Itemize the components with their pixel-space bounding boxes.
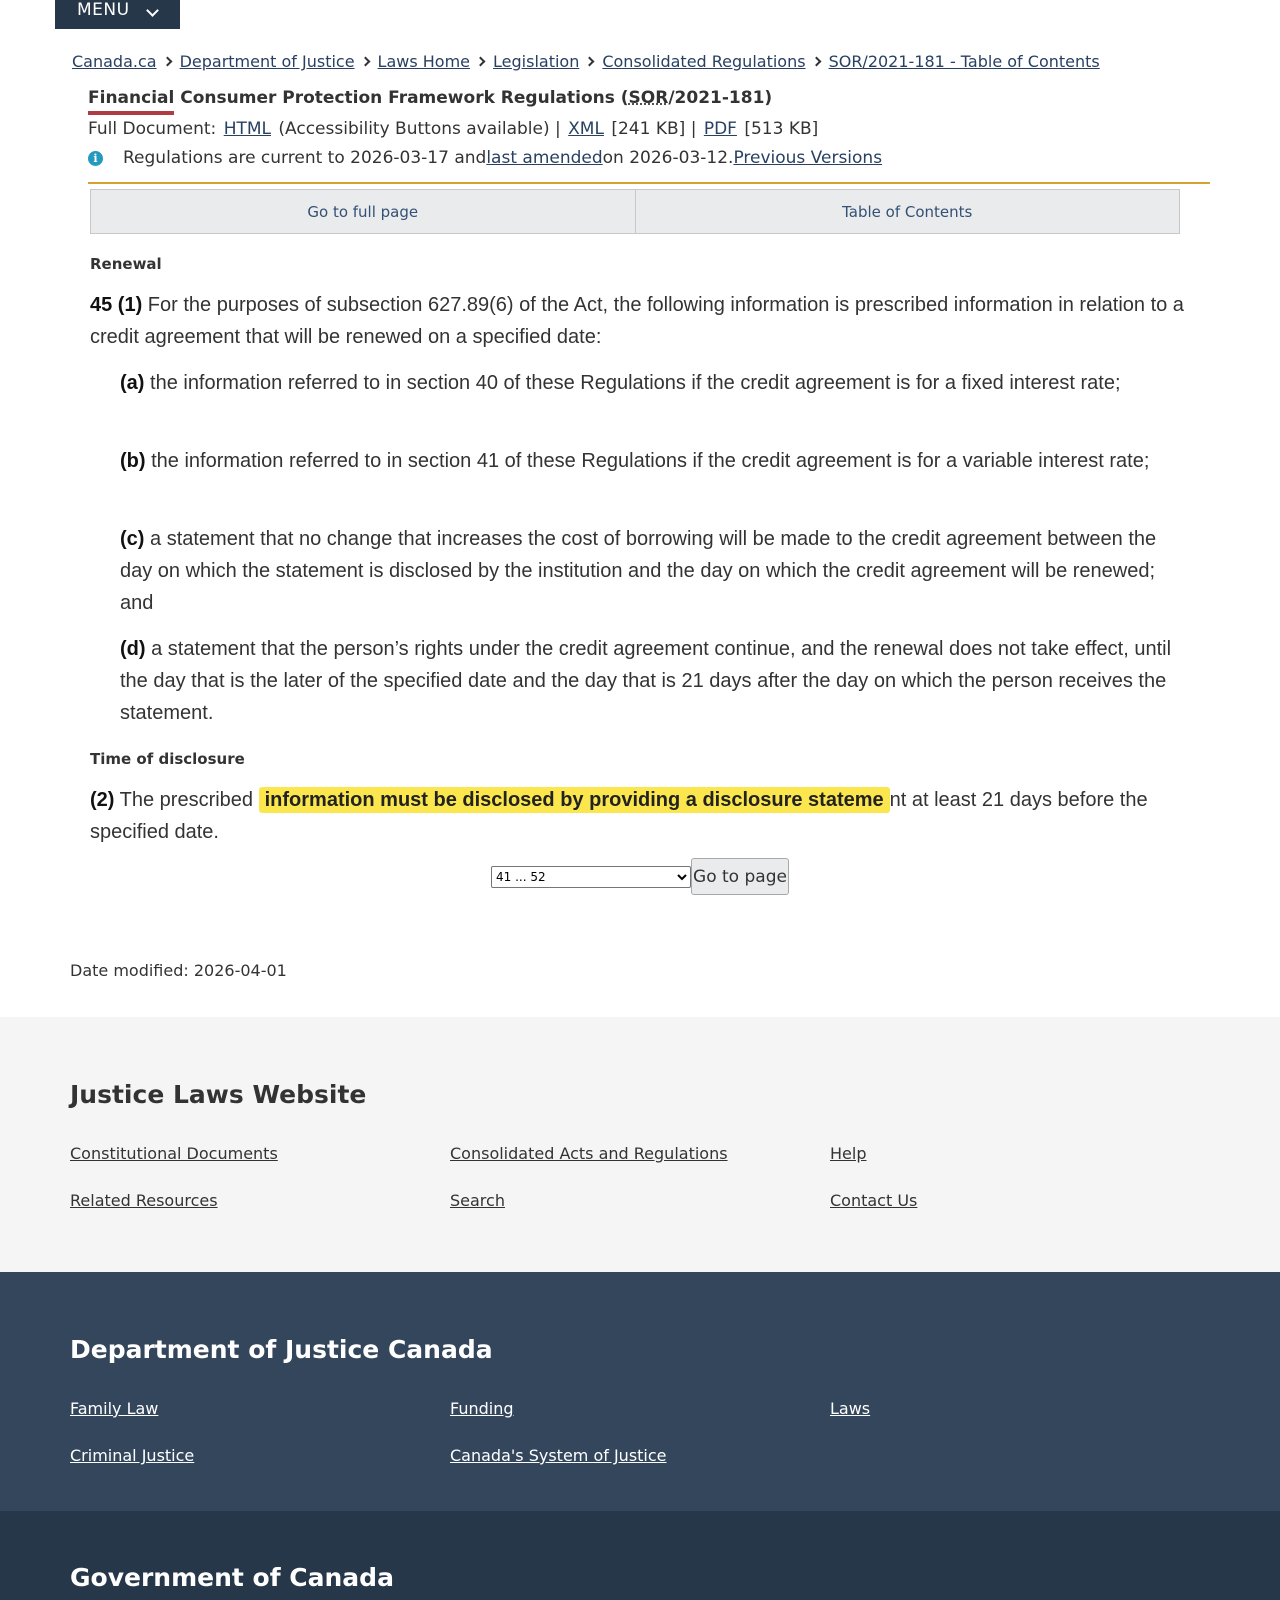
subsection-label: (2) — [90, 789, 115, 811]
footer-link-search[interactable]: Search — [450, 1191, 505, 1210]
section-number: 45 (1) — [90, 294, 143, 316]
date-modified: Date modified: 2026-04-01 — [70, 961, 287, 980]
footer-link-constitutional-documents[interactable]: Constitutional Documents — [70, 1144, 278, 1163]
paragraph-d — [120, 633, 1200, 729]
page-selector — [491, 858, 789, 895]
section-45-1 — [90, 289, 1210, 353]
paragraph-label: (a) — [120, 372, 145, 394]
xml-size: [241 KB] | — [605, 119, 702, 139]
breadcrumb-consolidated-regulations[interactable]: Consolidated Regulations — [602, 52, 806, 71]
html-note: (Accessibility Buttons available) | — [273, 119, 567, 139]
footer-department — [0, 1272, 1280, 1511]
pdf-link[interactable]: PDF — [703, 119, 737, 139]
table-of-contents-button[interactable]: Table of Contents — [636, 189, 1181, 234]
go-to-page-button[interactable]: Go to page — [691, 858, 789, 895]
subsection-text-start: The prescribed — [114, 789, 259, 811]
paragraph-c — [120, 523, 1160, 619]
menu-button[interactable] — [55, 0, 180, 29]
current-mid: on 2026-03-12. — [602, 148, 734, 168]
footer-link-funding[interactable]: Funding — [450, 1399, 514, 1418]
nav-button-row — [90, 189, 1180, 234]
highlighted-text: information must be disclosed by providing a disclosure stateme — [259, 787, 890, 813]
footer-link-family-law[interactable]: Family Law — [70, 1399, 159, 1418]
section-45-2 — [90, 784, 1210, 848]
menu-label: MENU — [77, 0, 130, 20]
title-end: /2021-181) — [668, 88, 773, 108]
paragraph-label: (d) — [120, 638, 146, 660]
title-abbr: SOR — [628, 88, 669, 108]
footer-justice-laws — [0, 1017, 1280, 1272]
paragraph-text: the information referred to in section 40 of these Regulations if the credit agreement is for a fixed interest rate; — [144, 372, 1121, 394]
html-link[interactable]: HTML — [223, 119, 271, 139]
pdf-size: [513 KB] — [738, 119, 819, 139]
chevron-right-icon — [476, 57, 486, 67]
footer-title: Government of Canada — [70, 1563, 394, 1592]
chevron-right-icon — [811, 57, 821, 67]
last-amended-link[interactable]: last amended — [486, 148, 603, 168]
full-doc-label: Full Document: — [88, 119, 222, 139]
chevron-right-icon — [360, 57, 370, 67]
footer-title: Department of Justice Canada — [70, 1335, 493, 1364]
breadcrumb-laws-home[interactable]: Laws Home — [377, 52, 471, 71]
divider — [88, 182, 1210, 184]
page-select[interactable] — [491, 866, 691, 888]
breadcrumb — [72, 52, 1100, 71]
paragraph-text: a statement that the person’s rights under the credit agreement continue, and the renewal does not take effect, until the day that is the later of the specified date and the day that is 21 days after the day on which the person receives the statement. — [120, 638, 1172, 724]
breadcrumb-toc[interactable]: SOR/2021-181 - Table of Contents — [828, 52, 1100, 71]
footer-government — [0, 1511, 1280, 1600]
subsection-text-end: nt at least 21 days before the specified date. — [90, 789, 1148, 843]
footer-link-consolidated-acts[interactable]: Consolidated Acts and Regulations — [450, 1144, 728, 1163]
go-to-full-page-button[interactable]: Go to full page — [90, 189, 636, 234]
heading-renewal: Renewal — [90, 255, 162, 273]
paragraph-a — [120, 367, 1195, 399]
footer-title: Justice Laws Website — [70, 1080, 367, 1109]
footer-link-related-resources[interactable]: Related Resources — [70, 1191, 218, 1210]
section-text: For the purposes of subsection 627.89(6) of the Act, the following information is prescribed information in relation to a credit agreement that will be renewed on a specified date: — [90, 294, 1184, 348]
previous-versions-link[interactable]: Previous Versions — [733, 148, 883, 168]
currency-notice — [88, 148, 882, 168]
footer-link-laws[interactable]: Laws — [830, 1399, 871, 1418]
footer-link-criminal-justice[interactable]: Criminal Justice — [70, 1446, 195, 1465]
title-rest: Consumer Protection Framework Regulations ( — [174, 88, 629, 108]
info-icon: i — [88, 151, 103, 166]
paragraph-label: (c) — [120, 528, 145, 550]
paragraph-b — [120, 445, 1220, 477]
footer-link-canadas-system[interactable]: Canada's System of Justice — [450, 1446, 667, 1465]
paragraph-text: the information referred to in section 41 of these Regulations if the credit agreement is for a variable interest rate; — [145, 450, 1150, 472]
page-title — [88, 88, 772, 108]
footer-link-help[interactable]: Help — [830, 1144, 867, 1163]
chevron-right-icon — [585, 57, 595, 67]
heading-time-of-disclosure: Time of disclosure — [90, 750, 245, 768]
breadcrumb-justice[interactable]: Department of Justice — [179, 52, 355, 71]
title-first-word: Financial — [88, 88, 175, 108]
xml-link[interactable]: XML — [568, 119, 604, 139]
breadcrumb-canada[interactable]: Canada.ca — [72, 52, 157, 71]
breadcrumb-legislation[interactable]: Legislation — [493, 52, 580, 71]
paragraph-label: (b) — [120, 450, 146, 472]
full-document-line — [88, 119, 818, 139]
paragraph-text: a statement that no change that increases the cost of borrowing will be made to the credit agreement between the day on which the statement is disclosed by the institution and the day on which the credit agreement will be renewed; and — [120, 528, 1157, 614]
chevron-down-icon — [146, 4, 159, 17]
footer-link-contact-us[interactable]: Contact Us — [830, 1191, 918, 1210]
chevron-right-icon — [162, 57, 172, 67]
current-prefix: Regulations are current to 2026-03-17 and — [123, 148, 487, 168]
